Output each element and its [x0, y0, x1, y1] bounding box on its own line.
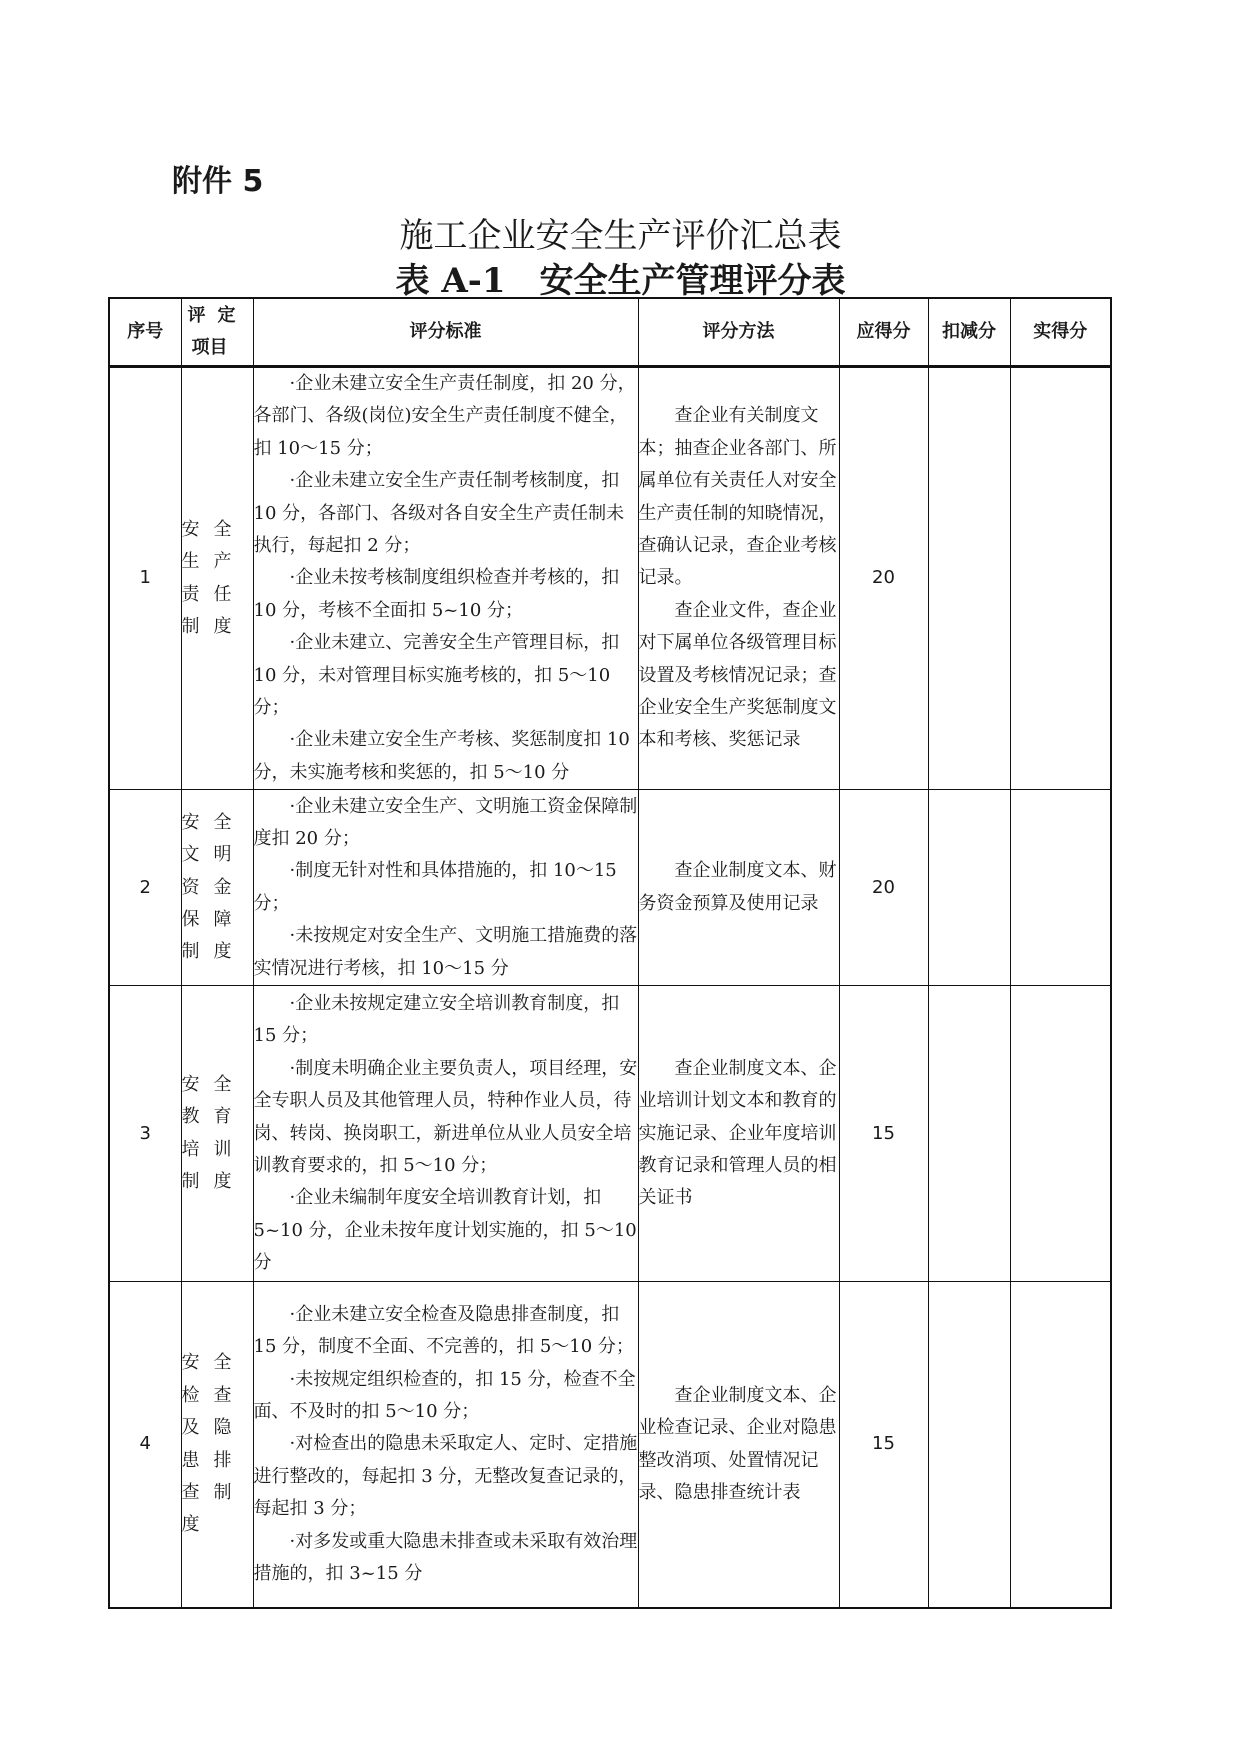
criteria-line: ·未按规定组织检查的，扣 15 分，检查不全面、不及时的扣 5～10 分； — [253, 1368, 636, 1422]
table-row — [109, 790, 1111, 986]
method-line: 查企业制度文本、企业培训计划文本和教育的实施记录、企业年度培训教育记录和管理人员的相关证书 — [638, 1057, 837, 1209]
col-header-no: 序号 — [109, 298, 181, 367]
scoring-method — [638, 986, 839, 1282]
row-number: 4 — [109, 1282, 181, 1608]
evaluation-item: 安全 教育 培训 制度 — [181, 986, 253, 1282]
criteria-line: ·企业未建立安全生产考核、奖惩制度扣 10 分，未实施考核和奖惩的，扣 5～10 分 — [253, 729, 630, 783]
due-score: 20 — [839, 790, 928, 986]
actual-score — [1010, 367, 1111, 790]
criteria-line: ·制度未明确企业主要负责人，项目经理，安全专职人员及其他管理人员，特种作业人员，待岗、转岗、换岗职工，新进单位从业人员安全培训教育要求的，扣 5～10 分； — [253, 1057, 638, 1176]
attachment-label: 附件 5 — [172, 164, 264, 199]
criteria-line: ·企业未按规定建立安全培训教育制度，扣 15 分； — [253, 992, 620, 1047]
method-line: 查企业有关制度文本；抽查企业各部门、所属单位有关责任人对安全生产责任制的知晓情况，查确认记录，查企业考核记录。 — [638, 405, 837, 589]
scoring-criteria — [253, 790, 638, 986]
due-score: 20 — [839, 367, 928, 790]
evaluation-item: 安全 检查 及隐 患排 查制 度 — [181, 1282, 253, 1608]
sub-title: 表 A-1 安全生产管理评分表 — [395, 261, 846, 301]
method-line: 查企业制度文本、财务资金预算及使用记录 — [638, 860, 837, 914]
col-header-item-bottom: 项目 — [191, 337, 228, 358]
table-row — [109, 1282, 1111, 1608]
criteria-line: ·未按规定对安全生产、文明施工措施费的落实情况进行考核，扣 10～15 分 — [253, 925, 638, 979]
evaluation-item: 安全 生产 责任 制度 — [181, 367, 253, 790]
col-header-actual: 实得分 — [1010, 298, 1111, 367]
method-line: 查企业制度文本、企业检查记录、企业对隐患整改消项、处置情况记录、隐患排查统计表 — [638, 1384, 837, 1503]
criteria-line: ·企业未编制年度安全培训教育计划，扣 5~10 分，企业未按年度计划实施的，扣 5～10 分 — [253, 1187, 637, 1274]
main-title: 施工企业安全生产评价汇总表 — [399, 216, 842, 256]
scoring-criteria — [253, 986, 638, 1282]
scoring-criteria — [253, 367, 638, 790]
criteria-line: ·企业未按考核制度组织检查并考核的，扣 10 分，考核不全面扣 5~10 分； — [253, 567, 620, 621]
scoring-method — [638, 1282, 839, 1608]
col-header-method: 评分方法 — [638, 298, 839, 367]
criteria-line: ·对检查出的隐患未采取定人、定时、定措施进行整改的，每起扣 3 分，无整改复查记录的，每起扣 3 分； — [253, 1433, 638, 1520]
row-number: 3 — [109, 986, 181, 1282]
deducted-score — [928, 367, 1010, 790]
col-header-item — [181, 298, 253, 367]
deducted-score — [928, 1282, 1010, 1608]
criteria-line: ·企业未建立安全生产责任制度，扣 20 分，各部门、各级(岗位)安全生产责任制度不健全，扣 10～15 分； — [253, 373, 636, 459]
scoring-method — [638, 367, 839, 790]
table-header-row — [109, 298, 1111, 367]
table-row — [109, 986, 1111, 1282]
criteria-line: ·对多发或重大隐患未排查或未采取有效治理措施的，扣 3~15 分 — [253, 1530, 638, 1584]
deducted-score — [928, 790, 1010, 986]
col-header-item-top: 评定 — [187, 304, 248, 326]
col-header-due: 应得分 — [839, 298, 928, 367]
row-number: 1 — [109, 367, 181, 790]
due-score: 15 — [839, 986, 928, 1282]
criteria-line: ·企业未建立安全检查及隐患排查制度，扣 15 分，制度不全面、不完善的，扣 5～10 分； — [253, 1303, 634, 1358]
criteria-line: ·企业未建立、完善安全生产管理目标，扣 10 分，未对管理目标实施考核的，扣 5～10 分； — [253, 632, 620, 719]
criteria-line: ·企业未建立安全生产责任制考核制度，扣 10 分，各部门、各级对各自安全生产责任制未执行，每起扣 2 分； — [253, 470, 625, 557]
row-number: 2 — [109, 790, 181, 986]
criteria-line: ·制度无针对性和具体措施的，扣 10～15 分； — [253, 860, 617, 914]
criteria-line: ·企业未建立安全生产、文明施工资金保障制度扣 20 分； — [253, 795, 638, 849]
scoring-method — [638, 790, 839, 986]
scoring-criteria — [253, 1282, 638, 1608]
table-row — [109, 367, 1111, 790]
deducted-score — [928, 986, 1010, 1282]
col-header-criteria: 评分标准 — [253, 298, 638, 367]
actual-score — [1010, 790, 1111, 986]
actual-score — [1010, 1282, 1111, 1608]
method-line: 查企业文件，查企业对下属单位各级管理目标设置及考核情况记录；查企业安全生产奖惩制度文本和考核、奖惩记录 — [638, 599, 837, 751]
actual-score — [1010, 986, 1111, 1282]
due-score: 15 — [839, 1282, 928, 1608]
evaluation-item: 安全 文明 资金 保障 制度 — [181, 790, 253, 986]
col-header-deduct: 扣减分 — [928, 298, 1010, 367]
score-table — [108, 297, 1112, 1609]
